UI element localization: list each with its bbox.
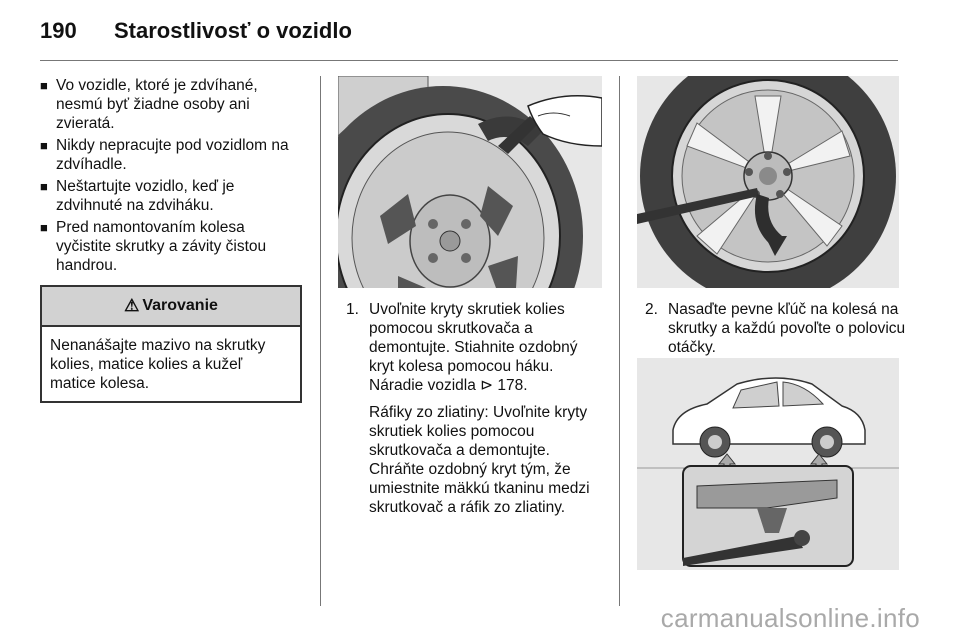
header-rule — [40, 60, 898, 61]
square-bullet-icon: ■ — [40, 138, 48, 153]
page-title: Starostlivosť o vozidlo — [114, 18, 352, 43]
bullet-text: Nikdy nepracujte pod vozidlom na zdvíhadle. — [56, 137, 289, 173]
square-bullet-icon: ■ — [40, 220, 48, 235]
list-item — [40, 218, 302, 275]
page-header — [40, 16, 920, 50]
list-item — [40, 136, 302, 174]
step-2 — [645, 300, 907, 357]
step-1 — [346, 300, 606, 525]
wheel-wrench-illustration — [637, 76, 899, 288]
bullet-text: Neštartujte vozidlo, keď je zdvihnuté na zdviháku. — [56, 178, 235, 214]
step-1-paragraph: Uvoľnite kryty skrutiek kolies pomocou skrutkovača a demontujte. Stiahnite ozdobný kryt kolesa pomocou háku. Náradie vozidla ⊳ 178. — [369, 301, 578, 394]
step-number: 1. — [346, 301, 359, 318]
watermark: carmanualsonline.info — [660, 603, 920, 633]
warning-triangle-icon: ⚠ — [124, 296, 140, 315]
bullet-text: Vo vozidle, ktoré je zdvíhané, nesmú byť žiadne osoby ani zvieratá. — [56, 77, 258, 132]
square-bullet-icon: ■ — [40, 78, 48, 93]
hubcap-removal-illustration — [338, 76, 602, 288]
list-item — [40, 76, 302, 133]
column-divider-right — [619, 76, 620, 606]
warning-title: Varovanie — [142, 297, 218, 314]
safety-bullet-list — [40, 76, 302, 275]
bullet-text: Pred namontovaním kolesa vyčistite skrutky a závity čistou handrou. — [56, 219, 267, 274]
step-number: 2. — [645, 301, 658, 318]
step-1-alloy-note: Ráfiky zo zliatiny: Uvoľnite kryty skrutiek kolies pomocou skrutkovača a demontujte. Chráňte ozdobný kryt tým, že umiestnite mäkkú tkaninu medzi skrutkovač a ráfik zo zliatiny. — [369, 404, 590, 516]
page-number: 190 — [40, 18, 77, 43]
jacking-points-illustration — [637, 358, 899, 570]
column-divider-left — [320, 76, 321, 606]
step-2-text: Nasaďte pevne kľúč na kolesá na skrutky a každú povoľte o polovicu otáčky. — [668, 301, 906, 356]
left-column — [40, 76, 302, 403]
list-item — [40, 177, 302, 215]
square-bullet-icon: ■ — [40, 179, 48, 194]
warning-body: Nenanášajte mazivo na skrutky kolies, matice kolies a kužeľ matice kolesa. — [50, 337, 266, 392]
warning-header — [42, 287, 300, 327]
warning-box — [40, 285, 302, 403]
